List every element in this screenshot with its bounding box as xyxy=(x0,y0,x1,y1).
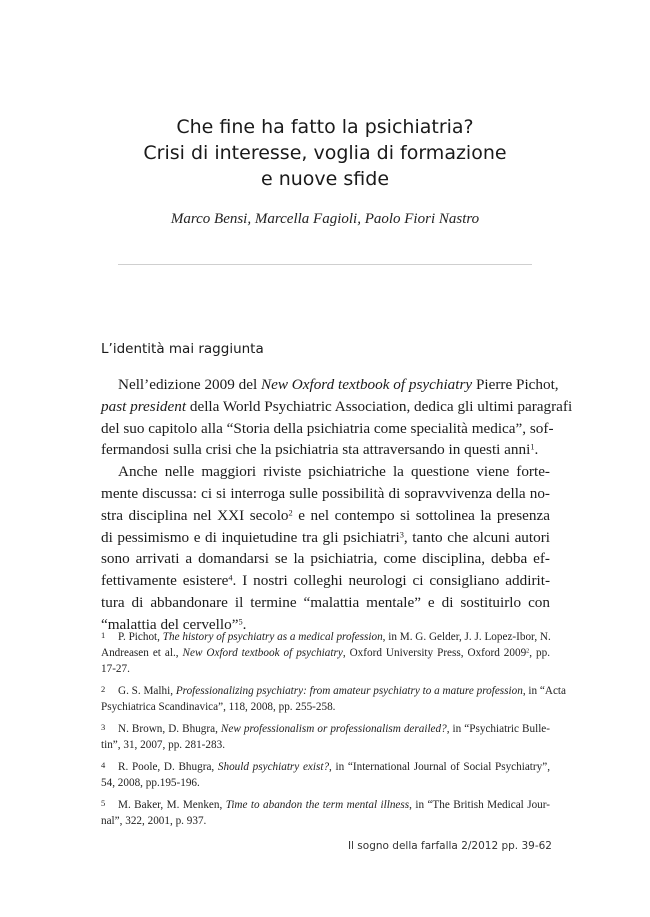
footnote-ref[interactable]: 5 xyxy=(238,617,243,627)
text-segment: G. S. Malhi, xyxy=(118,685,176,697)
text-segment: della World Psychiatric Association, dedica gli ultimi paragrafi xyxy=(186,397,573,415)
text-segment: Anche nelle maggiori riviste psichiatriche la questione viene forte- xyxy=(118,463,550,481)
text-segment: , in “Acta xyxy=(522,685,566,697)
footnote-line xyxy=(101,757,550,775)
footnote-ref[interactable]: 1 xyxy=(530,442,535,452)
text-segment: , Oxford University Press, Oxford 2009 xyxy=(342,647,527,659)
text-line xyxy=(101,505,550,527)
footnote-line xyxy=(101,775,550,791)
text-segment: mente discussa: ci si interroga sulle possibilità di sopravvivenza della no- xyxy=(101,484,550,502)
text-segment: sono arrivati a domandarsi se la psichiatria, come disciplina, debba ef- xyxy=(101,550,550,568)
text-segment: “malattia del cervello” xyxy=(101,615,239,633)
footnote xyxy=(101,627,550,677)
title-line: Crisi di interesse, voglia di formazione xyxy=(143,142,507,164)
text-segment: . I nostri colleghi neurologi ci consigliano addirit- xyxy=(232,572,550,590)
text-segment: 2 xyxy=(526,648,530,655)
title-line: Che fine ha fatto la psichiatria? xyxy=(176,116,474,138)
footnote xyxy=(101,795,550,829)
italic-text: New Oxford textbook of psychiatry xyxy=(182,647,343,659)
text-line xyxy=(101,548,550,570)
title-line: e nuove sfide xyxy=(260,168,390,190)
text-segment: M. Baker, M. Menken, xyxy=(118,799,226,811)
text-segment: del suo capitolo alla “Storia della psichiatria come specialità medica”, sof- xyxy=(101,419,554,437)
text-line xyxy=(101,461,550,483)
footnote xyxy=(101,681,566,715)
footnote-number: 3 xyxy=(101,722,106,732)
text-segment: , in “The British Medical Jour- xyxy=(409,799,550,811)
body-text xyxy=(101,374,573,636)
text-line xyxy=(101,570,550,592)
footnote-number: 5 xyxy=(101,798,106,808)
italic-text: New professionalism or professionalism derailed? xyxy=(220,723,447,735)
text-segment: di pessimismo e di inquietudine tra gli psichiatri xyxy=(101,528,400,546)
text-segment: , pp. xyxy=(529,647,551,659)
italic-text: Professionalizing psychiatry: from amateur psychiatry to a mature profession xyxy=(175,685,523,697)
text-line xyxy=(101,396,573,418)
text-line xyxy=(101,527,550,549)
title-divider xyxy=(118,264,532,265)
footnote-line xyxy=(101,719,550,737)
text-line xyxy=(101,418,554,440)
text-segment: , tanto che alcuni autori xyxy=(403,528,550,546)
footnote-number: 2 xyxy=(101,684,106,694)
text-segment: , in “Psychiatric Bulle- xyxy=(446,723,550,735)
footnote-number: 4 xyxy=(101,760,106,770)
text-segment: Andreasen et al., xyxy=(101,647,183,659)
italic-text: Time to abandon the term mental illness xyxy=(225,799,410,811)
text-segment: R. Poole, D. Bhugra, xyxy=(118,761,218,773)
footnote-line xyxy=(101,699,550,715)
footnote-ref[interactable]: 4 xyxy=(228,573,233,583)
italic-text: New Oxford textbook of psychiatry xyxy=(260,376,473,393)
text-segment: tura di abbandonare il termine “malattia mentale” e di sostituirlo con xyxy=(101,593,550,611)
text-segment: Nell’edizione 2009 del xyxy=(118,376,261,393)
text-line xyxy=(101,483,550,505)
footnote-ref[interactable]: 3 xyxy=(399,529,404,539)
footnote-line xyxy=(101,681,566,699)
text-segment: Pierre Pichot, xyxy=(472,376,559,393)
italic-text: Should psychiatry exist? xyxy=(217,761,330,773)
text-segment: , in M. G. Gelder, J. J. Lopez-Ibor, N. xyxy=(382,631,551,643)
text-segment: 54, 2008, pp.195-196. xyxy=(101,777,200,789)
text-line xyxy=(101,374,559,396)
article-title xyxy=(0,114,650,192)
footnote-line xyxy=(101,737,550,753)
text-segment: . xyxy=(242,615,247,633)
footnote-number: 1 xyxy=(101,630,106,640)
footnote xyxy=(101,719,550,753)
text-segment: . xyxy=(534,441,539,459)
text-line xyxy=(101,439,550,461)
journal-footer: Il sogno della farfalla 2/2012 pp. 39-62 xyxy=(347,840,552,852)
italic-text: past president xyxy=(101,397,187,415)
footnote-line xyxy=(101,795,550,813)
text-line xyxy=(101,592,550,614)
italic-text: The history of psychiatry as a medical profession xyxy=(162,631,383,643)
footnote-line xyxy=(101,813,550,829)
body-paragraph xyxy=(101,374,573,461)
text-segment: , in “International Journal of Social Psychiatry”, xyxy=(329,761,550,773)
footnotes xyxy=(101,627,566,833)
body-paragraph xyxy=(101,461,550,635)
text-segment: N. Brown, D. Bhugra, xyxy=(118,723,221,735)
author-list: Marco Bensi, Marcella Fagioli, Paolo Fiori Nastro xyxy=(170,211,480,227)
footnote-line xyxy=(101,661,550,677)
text-segment: Psychiatrica Scandinavica”, 118, 2008, pp. 255-258. xyxy=(101,701,336,713)
text-segment: stra disciplina nel XXI secolo xyxy=(101,506,289,524)
text-segment: e nel contempo si sottolinea la presenza xyxy=(292,506,550,524)
section-heading: L’identità mai raggiunta xyxy=(101,341,264,357)
footnote-line xyxy=(101,627,550,645)
text-segment: fermandosi sulla crisi che la psichiatria sta attraversando in questi anni xyxy=(101,441,531,459)
text-segment: P. Pichot, xyxy=(118,631,163,643)
footnote-ref[interactable]: 2 xyxy=(288,508,293,518)
footnote xyxy=(101,757,550,791)
text-segment: nal”, 322, 2001, p. 937. xyxy=(101,815,207,827)
text-segment: fettivamente esistere xyxy=(101,572,229,590)
text-segment: 17-27. xyxy=(101,663,130,675)
text-segment: tin”, 31, 2007, pp. 281-283. xyxy=(101,739,225,751)
footnote-line xyxy=(101,645,550,661)
